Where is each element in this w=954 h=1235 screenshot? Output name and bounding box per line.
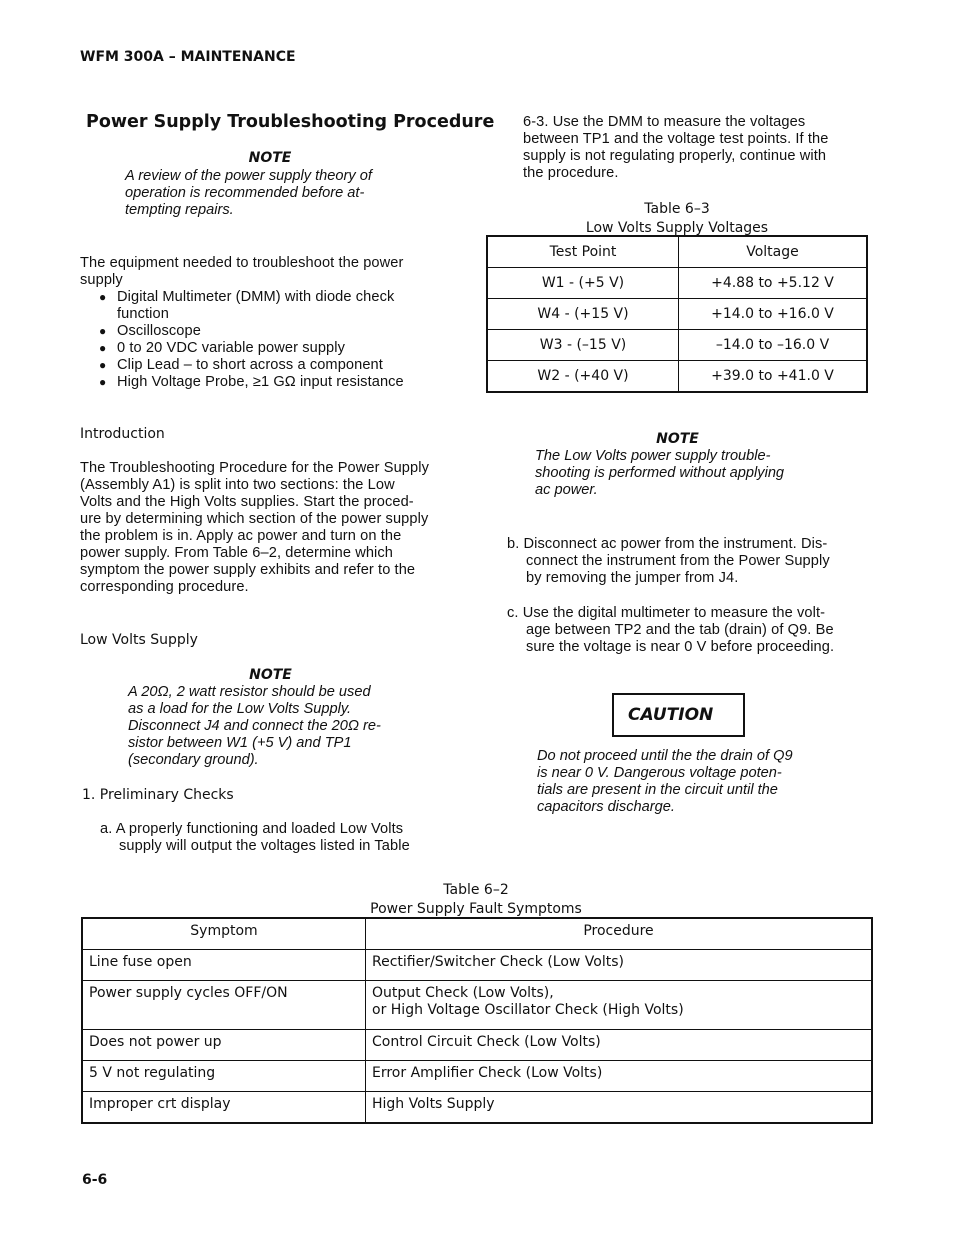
table-row: W1 - (+5 V) +4.88 to +5.12 V <box>487 268 867 299</box>
caution-label: CAUTION <box>628 705 714 725</box>
note-title: NOTE <box>249 667 292 683</box>
step-c: c. Use the digital multimeter to measure the volt- age between TP2 and the tab (drain) of Q9. Be sure the voltage is near 0 V before proceeding. <box>507 605 835 655</box>
list-item: ● Digital Multimeter (DMM) with diode check function <box>99 289 395 322</box>
table-row: Line fuse open Rectifier/Switcher Check (Low Volts) <box>82 950 872 981</box>
preliminary-checks-heading: 1. Preliminary Checks <box>82 787 234 803</box>
equipment-section: The equipment needed to troubleshoot the power supply ● Digital Multimeter (DMM) with diode check function ● Oscilloscope ● 0 to 20 VDC variable power supply ● Clip Lead – to short across a component ● High Voltage Probe, ≥1 GΩ input resistance <box>80 255 460 391</box>
bullet-icon: ● <box>99 358 107 372</box>
note-block-1 <box>125 150 425 219</box>
note-title: NOTE <box>248 150 292 166</box>
note-text: The Low Volts power supply trouble- shooting is performed without applying ac power. <box>535 448 785 498</box>
step-a: a. A properly functioning and loaded Low Volts supply will output the voltages listed in Table <box>100 821 410 854</box>
table-row: Power supply cycles OFF/ON Output Check (Low Volts), or High Voltage Oscillator Check (High Volts) <box>82 981 872 1030</box>
table-row: Improper crt display High Volts Supply <box>82 1092 872 1123</box>
column-header: Procedure <box>366 918 873 950</box>
introduction-text: The Troubleshooting Procedure for the Power Supply (Assembly A1) is split into two sections: the Low Volts and the High Volts supplies. Start the proced- ure by determining which section of the power supply the problem is in. Apply ac power and turn on the power supply. From Table 6–2, determine which symptom the power supply exhibits and refer to the corresponding procedure. <box>80 460 429 595</box>
table-6-2-caption: Table 6–2 Power Supply Fault Symptoms <box>370 882 582 917</box>
caution-box <box>612 693 745 737</box>
introduction-heading: Introduction <box>80 426 165 442</box>
note-block-3 <box>535 431 835 499</box>
column-header: Symptom <box>82 918 366 950</box>
bullet-icon: ● <box>99 290 107 304</box>
low-volts-heading: Low Volts Supply <box>80 632 198 648</box>
table-row: Does not power up Control Circuit Check (Low Volts) <box>82 1030 872 1061</box>
table-reference-text: 6-3. Use the DMM to measure the voltages between TP1 and the voltage test points. If the supply is not regulating properly, continue with the procedure. <box>523 114 829 181</box>
table-6-3-caption: Table 6–3 Low Volts Supply Voltages <box>585 201 769 236</box>
list-item: ● Clip Lead – to short across a component <box>99 357 383 373</box>
running-title: WFM 300A – MAINTENANCE <box>80 49 296 65</box>
table-6-2 <box>81 917 873 1124</box>
table-header-row <box>487 236 867 268</box>
table-row: W4 - (+15 V) +14.0 to +16.0 V <box>487 299 867 330</box>
page-number: 6-6 <box>82 1172 108 1188</box>
section-title: Power Supply Troubleshooting Procedure <box>86 112 495 132</box>
caution-text: Do not proceed until the the drain of Q9 is near 0 V. Dangerous voltage poten- tials are present in the circuit until the capacitors discharge. <box>537 748 793 815</box>
list-item: ● High Voltage Probe, ≥1 GΩ input resistance <box>99 374 404 390</box>
note-title: NOTE <box>656 431 699 447</box>
list-item: ● 0 to 20 VDC variable power supply <box>99 340 345 356</box>
table-row: 5 V not regulating Error Amplifier Check (Low Volts) <box>82 1061 872 1092</box>
bullet-icon: ● <box>99 341 107 355</box>
step-b: b. Disconnect ac power from the instrument. Dis- connect the instrument from the Power Supply by removing the jumper from J4. <box>507 536 830 586</box>
equipment-list <box>80 289 460 391</box>
table-row: W2 - (+40 V) +39.0 to +41.0 V <box>487 361 867 393</box>
bullet-icon: ● <box>99 324 107 338</box>
note-text: A review of the power supply theory of operation is recommended before at- tempting repairs. <box>125 168 372 218</box>
column-header: Voltage <box>679 236 868 268</box>
table-header-row <box>82 918 872 950</box>
list-item: ● Oscilloscope <box>99 323 201 339</box>
note-text: A 20Ω, 2 watt resistor should be used as a load for the Low Volts Supply. Disconnect J4 and connect the 20Ω re- sistor between W1 (+5 V) and TP1 (secondary ground). <box>128 684 381 768</box>
column-header: Test Point <box>487 236 679 268</box>
table-row: W3 - (–15 V) –14.0 to –16.0 V <box>487 330 867 361</box>
table-6-3 <box>486 235 868 393</box>
note-block-2 <box>128 667 428 769</box>
bullet-icon: ● <box>99 375 107 389</box>
